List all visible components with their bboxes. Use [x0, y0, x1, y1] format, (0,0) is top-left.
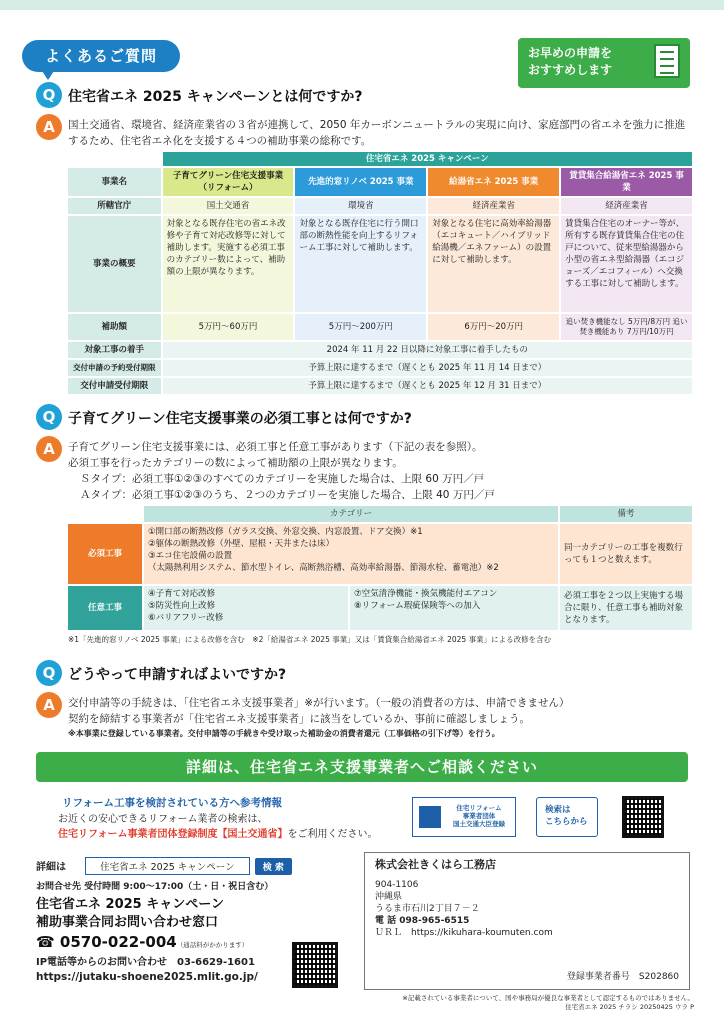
q2-answer-line3: Ｓタイプ：必須工事①②③のすべてのカテゴリーを実施した場合は、上限 60 万円／戸 [80, 473, 485, 485]
row-label-amount: 補助額 [68, 314, 161, 340]
summary-2: 対象となる既存住宅に行う開口部の断熱性能を向上するリフォーム工事に対して補助します。 [295, 216, 426, 312]
optional-work-label: 任意工事 [68, 586, 142, 630]
work-table [66, 504, 694, 632]
campaign-url[interactable]: https://jutaku-shoene2025.mlit.go.jp/ [36, 971, 258, 983]
optional-item-5: ⑤防災性向上改修 [148, 601, 216, 611]
program-name-3: 給湯省エネ 2025 事業 [428, 168, 559, 196]
amount-4: 追い焚き機能なし 5万円/8万円 追い焚き機能あり 7万円/10万円 [561, 314, 692, 340]
optional-note: 必須工事を２つ以上実施する場合に限り、任意工事も補助対象となります。 [560, 586, 692, 630]
reform-title: リフォーム工事を検討されている方へ参考情報 [62, 797, 282, 809]
required-item-2: ②躯体の断熱改修（外壁、屋根・天井または床） [148, 539, 335, 549]
shop-name: 株式会社きくはら工務店 [375, 858, 496, 871]
reform-line2-tail: をご利用ください。 [287, 829, 378, 840]
early-line2: おすすめします [528, 63, 613, 77]
required-item-3-detail: （太陽熱利用システム、節水型トイレ、高断熱浴槽、高効率給湯器、節湯水栓、蓄電池）※2 [148, 563, 499, 573]
q2-answer-line2: 必須工事を行ったカテゴリーの数によって補助額の上限が異なります。 [68, 457, 403, 469]
reform-registry-link[interactable]: 住宅リフォーム事業者団体登録制度【国土交通省】 [58, 829, 288, 840]
ministry-2: 環境省 [295, 198, 426, 214]
detail-label: 詳細は [36, 862, 66, 873]
early-apply-box [518, 38, 690, 88]
row-label-name: 事業名 [68, 168, 161, 196]
footnote [360, 994, 694, 1012]
a-icon: A [36, 114, 62, 140]
q2-answer-line4: Ａタイプ：必須工事①②③のうち、２つのカテゴリーを実施した場合、上限 40 万円／戸 [80, 489, 495, 501]
q-icon: Q [36, 404, 62, 430]
contact-org2: 補助事業合同お問い合わせ窓口 [36, 915, 219, 930]
q3-answer [68, 695, 692, 740]
q1-answer: 国土交通省、環境省、経済産業省の３省が連携して、2050 年カーボンニュートラルの実現に向け、家庭部門の省エネを強力に推進するため、住宅省エネ化を支援する４つの補助事業の総称です。 [68, 119, 686, 147]
reserve-text: 予算上限に達するまで（遅くとも 2025 年 11 月 14 日まで） [163, 360, 692, 376]
reform-line1: お近くの安心できるリフォーム業者の検索は、 [58, 814, 268, 825]
a-icon: A [36, 436, 62, 462]
shop-address: うるま市石川2丁目７－２ [375, 904, 480, 914]
q2-answer [68, 439, 688, 503]
search-here-line2: こちらから [545, 817, 588, 827]
summary-4: 賃貸集合住宅のオーナー等が、所有する既存賃貸集合住宅の住戸について、従来型給湯器から小型の省エネ型給湯器（エコジョーズ／エコフィール）へ交換する工事に対して補助します。 [561, 216, 692, 312]
reform-qr-code[interactable] [622, 796, 664, 838]
amount-1: 5万円～60万円 [163, 314, 294, 340]
summary-3: 対象となる住宅に高効率給湯器（エコキュート／ハイブリッド給湯機／エネファーム）の設置に対して補助します。 [428, 216, 559, 312]
consult-banner: 詳細は、住宅省エネ支援事業者へご相談ください [36, 752, 688, 782]
faq-title: よくあるご質問 [22, 40, 180, 72]
shop-zip: 904-1106 [375, 880, 419, 890]
flyer-id: 住宅省エネ 2025 チラシ 20250425 ウラ P [565, 1003, 694, 1011]
row-label-ministry: 所轄官庁 [68, 198, 161, 214]
reform-registry-logo [412, 797, 516, 837]
logo-line2: 事業者団体 [462, 812, 496, 820]
q3-answer-line2: 契約を締結する事業者が「住宅省エネ支援事業者」に該当をしているか、事前に確認しましょう。 [68, 713, 530, 725]
optional-items-left [144, 586, 348, 630]
program-name-2: 先進的窓リノベ 2025 事業 [295, 168, 426, 196]
q3-answer-note: ※本事業に登録している事業者。交付申請等の手続きや受け取った補助金の消費者還元（工事価格の引下げ等）を行う。 [68, 729, 500, 738]
reform-body [58, 812, 378, 842]
shop-url[interactable]: ＵＲＬ https://kikuhara-koumuten.com [375, 928, 553, 938]
search-here-line1: 検索は [545, 805, 571, 815]
amount-2: 5万円～200万円 [295, 314, 426, 340]
ip-phone: IP電話等からのお問い合わせ 03-6629-1601 [36, 957, 255, 968]
ministry-3: 経済産業省 [428, 198, 559, 214]
house-icon [419, 806, 441, 828]
ministry-1: 国土交通省 [163, 198, 294, 214]
search-button[interactable]: 検 索 [255, 858, 292, 875]
summary-1: 対象となる既存住宅の省エネ改修や子育て対応改修等に対して補助します。実施する必須工事のカテゴリー数によって、補助額の上限が異なります。 [163, 216, 294, 312]
optional-item-4: ④子育て対応改修 [148, 589, 216, 599]
note-header: 備考 [560, 506, 692, 522]
q-icon: Q [36, 660, 62, 686]
search-here-box[interactable] [536, 797, 598, 837]
top-band [0, 0, 724, 10]
q2-question: 子育てグリーン住宅支援事業の必須工事とは何ですか? [68, 411, 412, 427]
shop-pref: 沖縄県 [375, 892, 403, 902]
contact-org1: 住宅省エネ 2025 キャンペーン [36, 897, 224, 912]
shop-info-box [364, 852, 690, 990]
required-work-label: 必須工事 [68, 524, 142, 584]
contact-phone: ☎ 0570-022-004 [36, 933, 177, 951]
phone-note: （通話料がかかります） [176, 941, 249, 949]
early-line1: お早めの申請を [528, 46, 613, 60]
deadline-text: 予算上限に達するまで（遅くとも 2025 年 12 月 31 日まで） [163, 378, 692, 394]
q-icon: Q [36, 82, 62, 108]
search-term-box[interactable]: 住宅省エネ 2025 キャンペーン [85, 857, 250, 875]
campaign-table [66, 150, 694, 396]
q2-answer-line1: 子育てグリーン住宅支援事業には、必須工事と任意工事があります（下記の表を参照）。 [68, 441, 483, 453]
row-label-summary: 事業の概要 [68, 216, 161, 312]
shop-phone: 電 話 098-965-6515 [375, 916, 470, 926]
required-item-3: ③エコ住宅設備の設置 [148, 551, 233, 561]
program-name-4: 賃貸集合給湯省エネ 2025 事業 [561, 168, 692, 196]
campaign-qr-code[interactable] [292, 942, 338, 988]
document-icon [654, 44, 680, 78]
required-note: 同一カテゴリーの工事を複数行っても１つと数えます。 [560, 524, 692, 584]
ministry-4: 経済産業省 [561, 198, 692, 214]
contact-section [36, 855, 336, 983]
q1-question: 住宅省エネ 2025 キャンペーンとは何ですか? [68, 89, 363, 105]
q3-answer-line1: 交付申請等の手続きは、「住宅省エネ支援事業者」※が行います。（一般の消費者の方は、申請できません） [68, 697, 570, 709]
logo-line1: 住宅リフォーム [456, 804, 502, 812]
q3-question: どうやって申請すればよいですか? [68, 667, 287, 683]
campaign-header: 住宅省エネ 2025 キャンペーン [163, 152, 692, 166]
contact-hours: お問合せ先 受付時間 9:00～17:00（土・日・祝日含む） [36, 882, 274, 892]
required-work-items [144, 524, 558, 584]
start-text: 2024 年 11 月 22 日以降に対象工事に着手したもの [163, 342, 692, 358]
category-header: カテゴリー [144, 506, 558, 522]
row-label-reserve: 交付申請の予約受付期限 [68, 360, 161, 376]
logo-line3: 国土交通大臣登録 [453, 820, 505, 828]
shop-registration-number: 登録事業者番号 S202860 [566, 972, 679, 982]
optional-items-right [350, 586, 558, 630]
a-icon: A [36, 692, 62, 718]
table-footnote: ※1「先進的窓リノベ 2025 事業」による改修を含む ※2「給湯省エネ 2025 事業」又は「賃貸集合給湯省エネ 2025 事業」による改修を含む [68, 635, 552, 644]
footnote-text: ※記載されている事業者について、国や事務局が優良な事業者として認定するものではありません。 [402, 994, 694, 1002]
optional-item-6: ⑥バリアフリー改修 [148, 613, 224, 623]
program-name-1: 子育てグリーン住宅支援事業（リフォーム） [163, 168, 294, 196]
row-label-deadline: 交付申請受付期限 [68, 378, 161, 394]
optional-item-7: ⑦空気清浄機能・換気機能付エアコン [354, 589, 498, 599]
required-item-1: ①開口部の断熱改修（ガラス交換、外窓交換、内窓設置、ドア交換）※1 [148, 527, 423, 537]
optional-item-8: ⑧リフォーム瑕疵保険等への加入 [354, 601, 481, 611]
amount-3: 6万円～20万円 [428, 314, 559, 340]
row-label-start: 対象工事の着手 [68, 342, 161, 358]
